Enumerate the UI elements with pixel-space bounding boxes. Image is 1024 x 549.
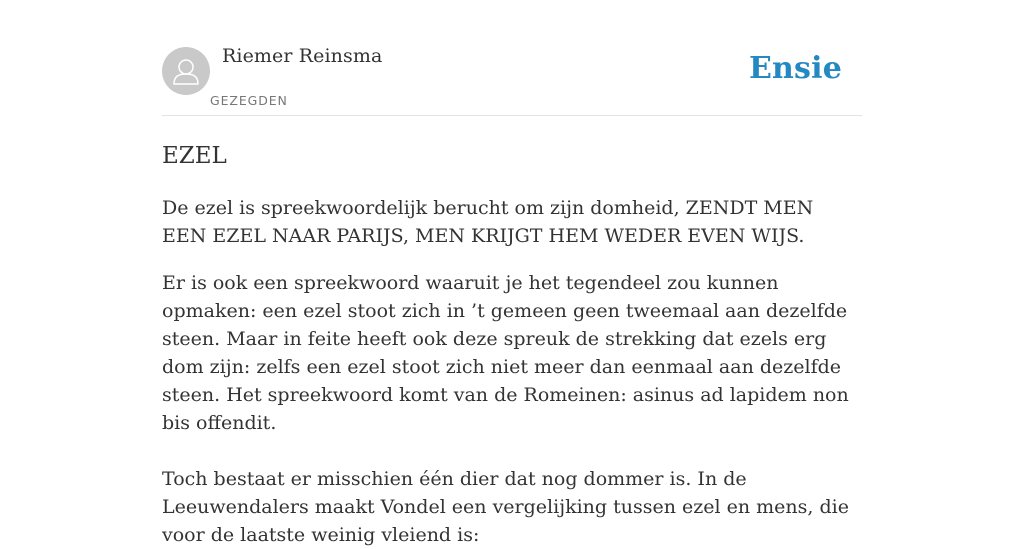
page [162, 0, 862, 549]
article-title: EZEL [162, 143, 227, 169]
author-avatar[interactable] [162, 47, 210, 95]
article-paragraph-1: De ezel is spreekwoordelijk berucht om zijn domheid, ZENDT MEN EEN EZEL NAAR PARIJS, MEN KRIJGT HEM WEDER EVEN WIJS. [162, 197, 814, 247]
user-icon [162, 47, 210, 95]
author-name[interactable]: Riemer Reinsma [222, 45, 383, 67]
article-header [162, 0, 862, 116]
article-paragraph-3: Toch bestaat er misschien één dier dat nog dommer is. In de Leeuwendalers maakt Vondel een vergelijking tussen ezel en mens, die voor de laatste weinig vleiend is: [162, 468, 849, 546]
article-paragraph-2: Er is ook een spreekwoord waaruit je het tegendeel zou kunnen opmaken: een ezel stoot zich in ’t gemeen geen tweemaal aan dezelfde steen. Maar in feite heeft ook deze spreuk de strekking dat ezels erg dom zijn: zelfs een ezel stoot zich niet meer dan eenmaal aan dezelfde steen. Het spreekwoord komt van de Romeinen: asinus ad lapidem non bis offendit. [162, 272, 849, 434]
category-label[interactable]: GEZEGDEN [210, 93, 288, 108]
ensie-logo[interactable]: Ensie [748, 51, 842, 86]
